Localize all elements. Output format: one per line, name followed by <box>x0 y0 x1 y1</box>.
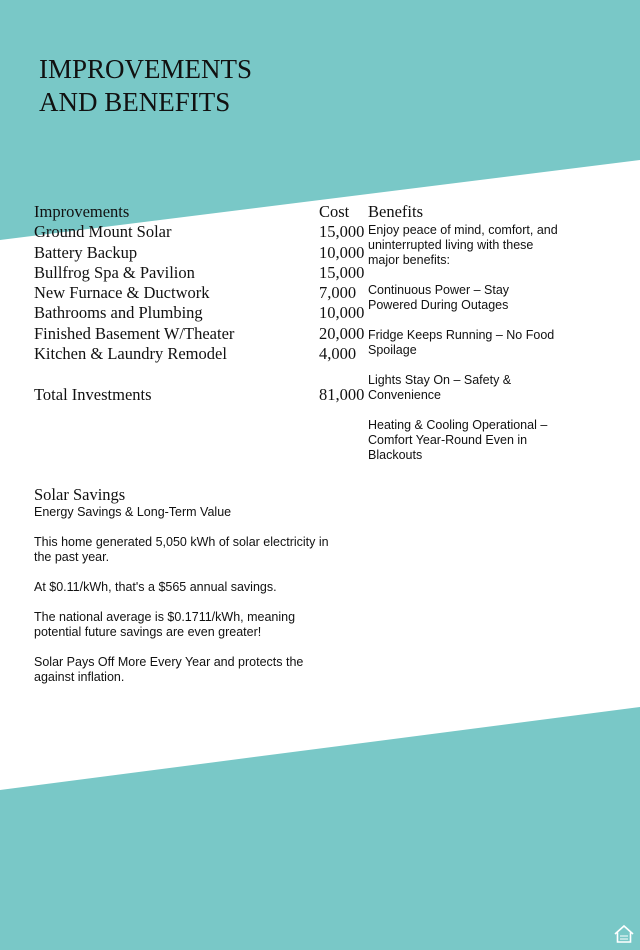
total-investments-label: Total Investments <box>34 384 152 404</box>
cost-header: Cost <box>319 202 350 221</box>
improvement-item: Bullfrog Spa & Pavilion <box>34 262 195 282</box>
improvement-item: Finished Basement W/Theater <box>34 323 235 343</box>
solar-savings-header: Solar Savings <box>34 485 126 504</box>
house-logo-icon <box>612 922 636 946</box>
solar-savings-paragraph: Solar Pays Off More Every Year and protects the against inflation. <box>34 655 304 684</box>
solar-savings-paragraph: The national average is $0.1711/kWh, meaning potential future savings are even greater! <box>34 610 296 639</box>
improvement-item: New Furnace & Ductwork <box>34 283 210 303</box>
cost-value: 10,000 <box>319 303 365 323</box>
page-title-line-2: AND BENEFITS <box>39 87 231 117</box>
page-title <box>39 53 252 119</box>
benefits-column <box>368 202 558 463</box>
benefits-header: Benefits <box>368 202 423 221</box>
improvements-column <box>34 202 314 405</box>
improvement-item: Bathrooms and Plumbing <box>34 303 203 323</box>
benefit-item: Heating & Cooling Operational – Comfort Year-Round Even in Blackouts <box>368 418 548 463</box>
benefits-intro: Enjoy peace of mind, comfort, and uninterrupted living with these major benefits: <box>368 223 558 268</box>
benefit-item: Continuous Power – Stay Powered During Outages <box>368 283 510 313</box>
page-title-line-1: IMPROVEMENTS <box>39 54 253 84</box>
improvement-item: Ground Mount Solar <box>34 222 172 242</box>
benefit-item: Fridge Keeps Running – No Food Spoilage <box>368 328 555 358</box>
solar-savings-subheader: Energy Savings & Long-Term Value <box>34 505 232 519</box>
cost-value: 7,000 <box>319 283 357 303</box>
cost-value: 20,000 <box>319 323 365 343</box>
solar-savings-paragraph: At $0.11/kWh, that's a $565 annual savings. <box>34 580 277 594</box>
cost-value: 15,000 <box>319 262 365 282</box>
improvements-header: Improvements <box>34 202 130 221</box>
cost-value: 10,000 <box>319 242 365 262</box>
cost-value: 15,000 <box>319 222 365 242</box>
cost-column <box>319 202 371 405</box>
improvement-item: Kitchen & Laundry Remodel <box>34 344 227 364</box>
cost-value: 4,000 <box>319 344 357 364</box>
improvement-item: Battery Backup <box>34 242 138 262</box>
solar-savings-section <box>34 485 334 685</box>
benefit-item: Lights Stay On – Safety & Convenience <box>368 373 512 403</box>
bottom-teal-band <box>0 707 640 950</box>
total-investments-value: 81,000 <box>319 384 365 404</box>
solar-savings-paragraph: This home generated 5,050 kWh of solar electricity in the past year. <box>34 535 329 564</box>
